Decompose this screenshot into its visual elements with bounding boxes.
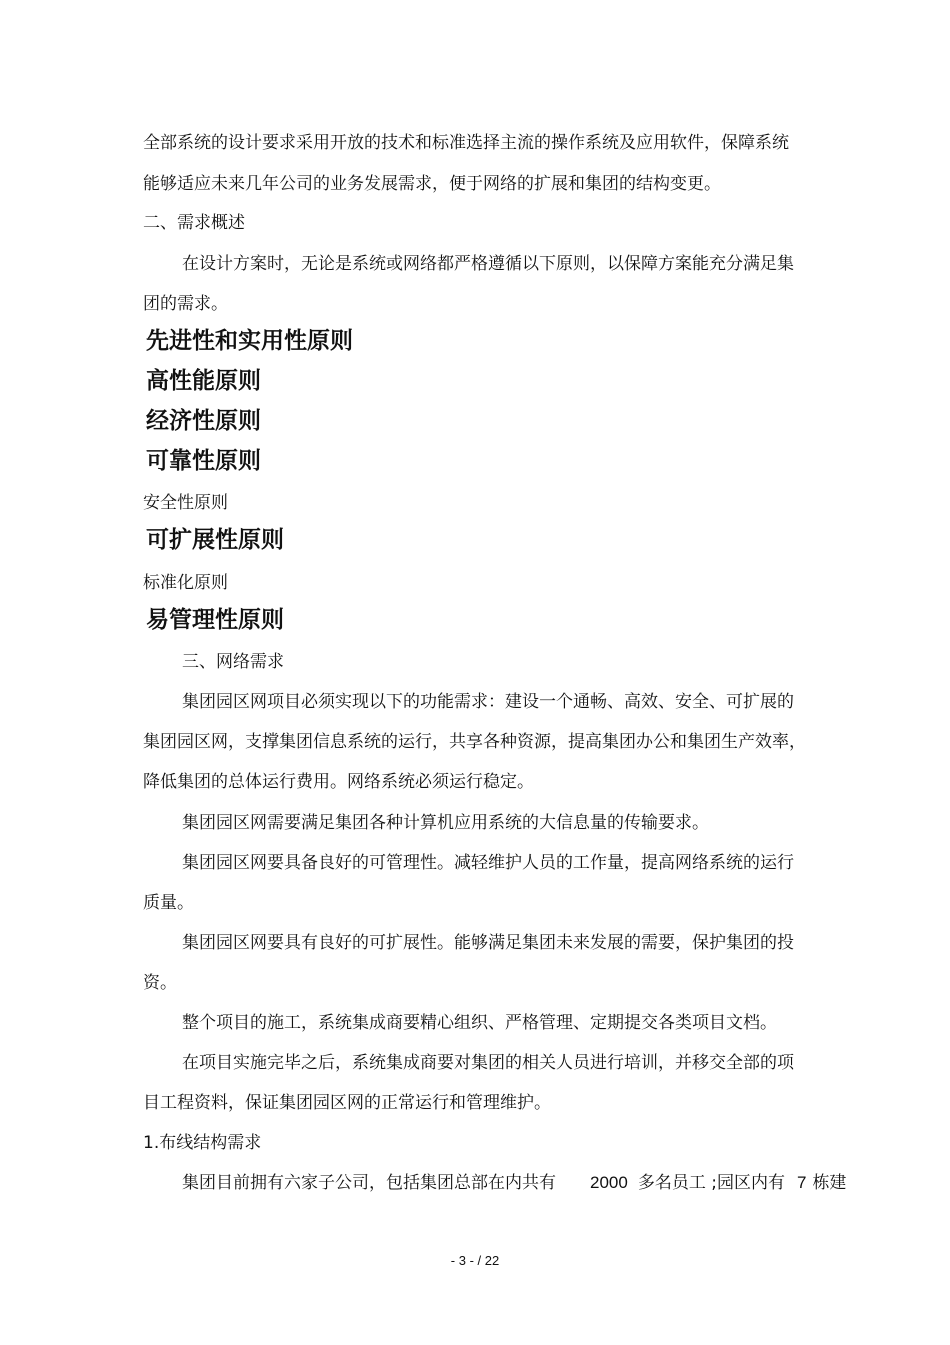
principle-item: 标准化原则 (143, 573, 228, 593)
building-count: 7 (796, 1173, 807, 1192)
principle-item: 经济性原则 (146, 408, 261, 434)
text-line: 集团园区网项目必须实现以下的功能需求：建设一个通畅、高效、安全、可扩展的 (182, 692, 794, 712)
staff-count: 2000 (590, 1173, 628, 1192)
text-line: 全部系统的设计要求采用开放的技术和标准选择主流的操作系统及应用软件，保障系统 (143, 133, 789, 153)
text-segment: 集团目前拥有六家子公司，包括集团总部在内共有 (182, 1173, 556, 1193)
text-line: 能够适应未来几年公司的业务发展需求，便于网络的扩展和集团的结构变更。 (143, 174, 721, 194)
page-number: - 3 - / 22 (450, 1253, 500, 1268)
text-line: 团的需求。 (143, 294, 228, 314)
principle-item: 安全性原则 (143, 493, 228, 513)
text-line: 目工程资料，保证集团园区网的正常运行和管理维护。 (143, 1093, 551, 1113)
text-segment: 栋建 (812, 1173, 847, 1193)
section-heading: 二、需求概述 (143, 213, 245, 233)
text-line (182, 1173, 846, 1193)
principle-item: 可扩展性原则 (146, 527, 284, 553)
text-line: 集团园区网要具有良好的可扩展性。能够满足集团未来发展的需要，保护集团的投 (182, 933, 794, 953)
text-line: 整个项目的施工，系统集成商要精心组织、严格管理、定期提交各类项目文档。 (182, 1013, 777, 1033)
text-line: 集团园区网需要满足集团各种计算机应用系统的大信息量的传输要求。 (182, 813, 709, 833)
principle-item: 先进性和实用性原则 (146, 328, 353, 354)
principle-item: 高性能原则 (146, 368, 261, 394)
text-segment: 多名员工 ;园区内有 (637, 1173, 785, 1193)
text-line: 资。 (143, 973, 177, 993)
principle-item: 可靠性原则 (146, 448, 261, 474)
section-heading: 三、网络需求 (182, 652, 284, 672)
principle-item: 易管理性原则 (146, 607, 284, 633)
text-line: 集团园区网，支撑集团信息系统的运行，共享各种资源，提高集团办公和集团生产效率， (143, 732, 806, 752)
text-line: 质量。 (143, 893, 194, 913)
text-line: 集团园区网要具备良好的可管理性。减轻维护人员的工作量，提高网络系统的运行 (182, 853, 794, 873)
text-line: 降低集团的总体运行费用。网络系统必须运行稳定。 (143, 772, 534, 792)
subsection-heading: 1.布线结构需求 (143, 1133, 262, 1153)
text-line: 在设计方案时，无论是系统或网络都严格遵循以下原则，以保障方案能充分满足集 (182, 254, 794, 274)
text-line: 在项目实施完毕之后，系统集成商要对集团的相关人员进行培训，并移交全部的项 (182, 1053, 794, 1073)
